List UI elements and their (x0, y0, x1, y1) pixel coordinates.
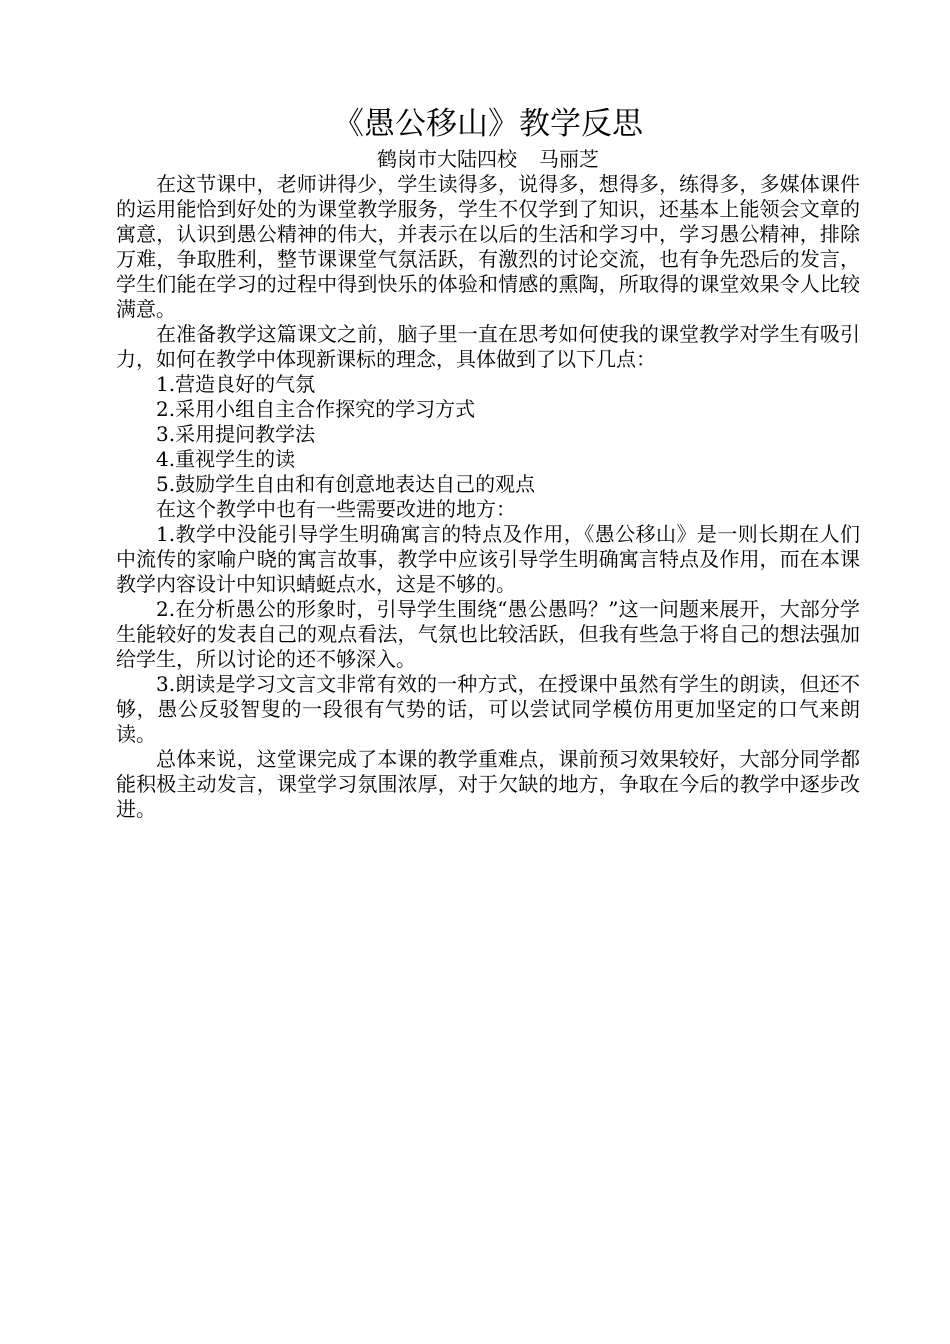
list-item-improvement-1: 1.教学中没能引导学生明确寓言的特点及作用，《愚公移山》是一则长期在人们中流传的家喻户晓的寓言故事，教学中应该引导学生明确寓言特点及作用，而在本课教学内容设计中知识蜻蜓点水，这是不够的。 (116, 522, 860, 596)
list-item-improvement-2: 2.在分析愚公的形象时，引导学生围绕“愚公愚吗？”这一问题来展开，大部分学生能较好的发表自己的观点看法，气氛也比较活跃，但我有些急于将自己的想法强加给学生，所以讨论的还不够深入。 (116, 597, 860, 671)
list-item-point-3: 3.采用提问教学法 (156, 422, 316, 446)
list-item-point-1: 1.营造良好的气氛 (156, 372, 316, 396)
paragraph-summary: 在这节课中，老师讲得少，学生读得多，说得多，想得多，练得多，多媒体课件的运用能恰到好处的为课堂教学服务，学生不仅学到了知识，还基本上能领会文章的寓意，认识到愚公精神的伟大，并表示在以后的生活和学习中，学习愚公精神，排除万难，争取胜利，整节课课堂气氛活跃，有激烈的讨论交流，也有争先恐后的发言，学生们能在学习的过程中得到快乐的体验和情感的熏陶，所取得的课堂效果令人比较满意。 (116, 172, 860, 321)
list-item-point-2: 2.采用小组自主合作探究的学习方式 (156, 397, 476, 421)
document-title: 《愚公移山》教学反思 (333, 106, 643, 142)
author-line (116, 146, 860, 172)
author-name: 马丽芝 (539, 147, 599, 171)
paragraph-conclusion: 总体来说，这堂课完成了本课的教学重难点，课前预习效果较好，大部分同学都能积极主动发言，课堂学习氛围浓厚，对于欠缺的地方，争取在今后的教学中逐步改进。 (116, 747, 860, 821)
document-page (116, 102, 860, 822)
list-item-point-4: 4.重视学生的读 (156, 447, 296, 471)
paragraph-improvements-intro: 在这个教学中也有一些需要改进的地方： (156, 497, 516, 521)
paragraph-preparation: 在准备教学这篇课文之前，脑子里一直在思考如何使我的课堂教学对学生有吸引力，如何在教学中体现新课标的理念，具体做到了以下几点： (116, 322, 860, 371)
list-item-point-5: 5.鼓励学生自由和有创意地表达自己的观点 (156, 472, 536, 496)
author-school: 鹤岗市大陆四校 (377, 147, 517, 171)
list-item-improvement-3: 3.朗读是学习文言文非常有效的一种方式，在授课中虽然有学生的朗读，但还不够，愚公反驳智叟的一段很有气势的话，可以尝试同学模仿用更加坚定的口气来朗读。 (116, 672, 860, 746)
